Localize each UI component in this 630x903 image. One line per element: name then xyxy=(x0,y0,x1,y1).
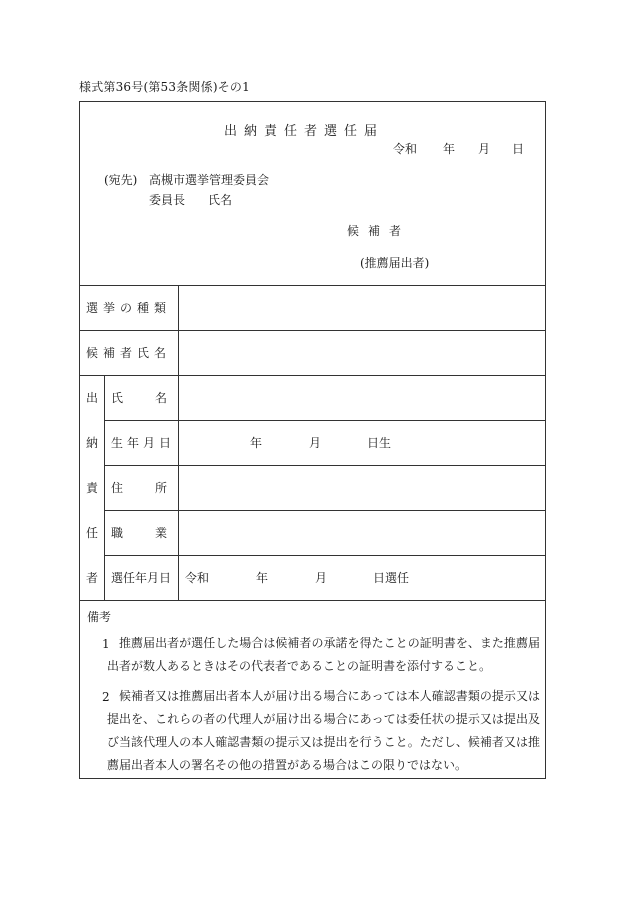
treasurer-name-label: 氏名 xyxy=(111,391,200,405)
candidate-name-label: 候補者氏名 xyxy=(86,346,172,360)
treasurer-occupation-label: 職業 xyxy=(111,526,200,540)
appointed-day: 日選任 xyxy=(373,571,410,585)
divider-table-bottom xyxy=(79,600,546,601)
addressee-prefix: (宛先) xyxy=(104,173,138,187)
treasurer-side-char: 出 xyxy=(86,391,99,405)
divider-occupation xyxy=(104,555,546,556)
election-type-label: 選挙の種類 xyxy=(86,301,172,315)
appointed-year: 年 xyxy=(256,571,269,585)
divider-treasurer-name xyxy=(104,420,546,421)
divider-header-bottom xyxy=(79,285,546,286)
addressee-name-label: 氏名 xyxy=(208,193,233,207)
remark-text: 推薦届出者が選任した場合は候補者の承諾を得たことの証明書を、また推薦届出者が数人あるときはその代表者であることの証明書を添付すること。 xyxy=(107,636,540,673)
remark-number: 2 xyxy=(102,690,110,704)
addressee-committee: 高槻市選挙管理委員会 xyxy=(149,173,270,187)
divider-birth xyxy=(104,465,546,466)
candidate-sub-label: (推薦届出者) xyxy=(360,256,430,270)
date-era: 令和 xyxy=(393,142,418,156)
divider-candidate-name xyxy=(79,375,546,376)
column-divider-label xyxy=(178,285,179,600)
document-title: 出納責任者選任届 xyxy=(224,124,385,139)
form-number-label: 様式第36号(第53条関係)その1 xyxy=(79,80,250,94)
remark-number: 1 xyxy=(102,637,110,651)
birth-year: 年 xyxy=(250,436,263,450)
treasurer-side-char: 者 xyxy=(86,571,99,585)
date-day: 日 xyxy=(512,142,525,156)
birth-day: 日生 xyxy=(367,436,392,450)
divider-address xyxy=(104,510,546,511)
date-month: 月 xyxy=(478,142,491,156)
date-year: 年 xyxy=(443,142,456,156)
appointed-era: 令和 xyxy=(185,571,210,585)
candidate-label: 候補者 xyxy=(347,224,411,238)
treasurer-address-label: 住所 xyxy=(111,481,200,495)
column-divider-treasurer-side xyxy=(104,375,105,600)
treasurer-side-char: 責 xyxy=(86,481,99,495)
divider-election-type xyxy=(79,330,546,331)
treasurer-side-char: 納 xyxy=(86,436,99,450)
treasurer-birth-label: 生年月日 xyxy=(111,436,176,450)
appointed-month: 月 xyxy=(315,571,328,585)
treasurer-side-char: 任 xyxy=(86,526,99,540)
birth-month: 月 xyxy=(309,436,322,450)
remarks-heading: 備考 xyxy=(87,610,112,624)
treasurer-appointed-label: 選任年月日 xyxy=(111,571,172,585)
remark-text: 候補者又は推薦届出者本人が届け出る場合にあっては本人確認書類の提示又は提出を、これらの者の代理人が届け出る場合にあっては委任状の提示又は提出及び当該代理人の本人確認書類の提示又は提出を行うこと。ただし、候補者又は推薦届出者本人の署名その他の措置がある場合はこの限りではない。 xyxy=(107,689,540,772)
addressee-chair: 委員長 xyxy=(149,193,186,207)
